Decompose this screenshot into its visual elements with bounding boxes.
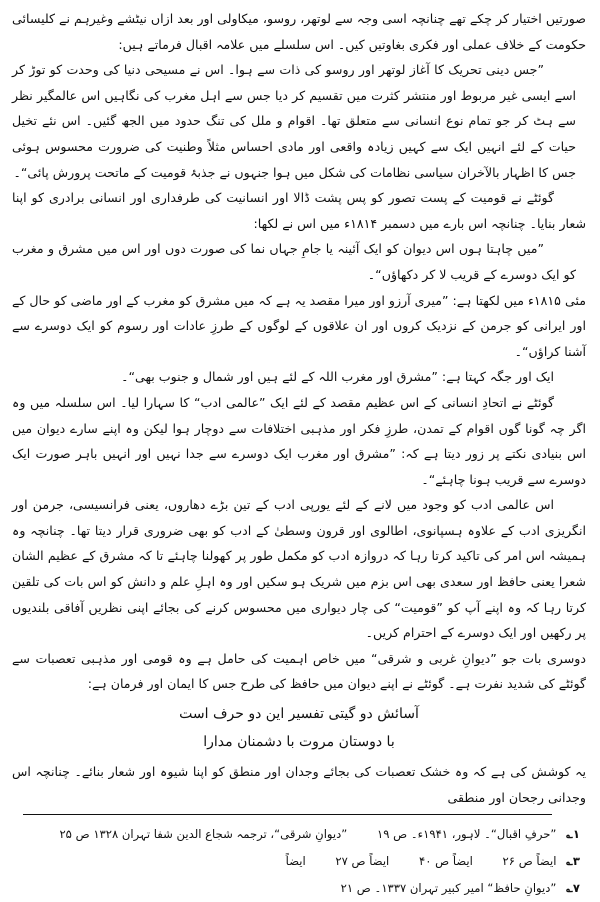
footnote-item: ایضاً ص ۲۶	[502, 854, 557, 869]
footnote-row-2	[12, 848, 586, 875]
paragraph-prejudice: دوسری بات جو ”دیوانِ غربی و شرقی“ میں خاص اہمیت کی حامل ہے وہ قومی اور مذہبی تعصبات سے گوئٹے کی شدید نفرت ہے۔ گوئٹے نے اپنے دیوان میں حافظ کی طرح جس کا ایمان اور فرمان ہے:	[12, 650, 586, 692]
footnote-item: ایضاً ص ۲۷	[335, 854, 390, 869]
footnote-item: ”دیوانِ شرقی“، ترجمہ شجاع الدین شفا تہران ۱۳۲۸ ص ۲۵	[59, 827, 348, 842]
footnote-item: ایضاً	[285, 854, 306, 869]
footnote-item: ”دیوانِ حافظ“ امیر کبیر تہران ۱۳۳۷۔ ص ۲۱	[340, 881, 557, 896]
footnote-mark: ۷؎	[566, 881, 580, 896]
footnote-divider	[23, 814, 551, 815]
persian-couplet	[12, 700, 586, 756]
footnote-row-3	[12, 875, 586, 902]
quote-iqbal: ”جس دینی تحریک کا آغاز لوتھر اور روسو کی ذات سے ہوا۔ اس نے مسیحی دنیا کی وحدت کو توڑ کر اسے ایسی غیر مربوط اور منتشر کثرت میں تقسیم کر دیا جس سے اہل مغرب کی نگاہیں اس عالمگیر نظر سے ہٹ کر جو تمام نوع انسانی سے متعلق تھا۔ اقوام و ملل کی تنگ حدود میں الجھ گئیں۔ اس نئے تخیل حیات کے لئے انہیں ایک سے کہیں زیادہ واقعی اور مادی احساس مثلاً وطنیت کی ضرورت محسوس ہوئی جس کا اظہار بالآخران سیاسی نظامات کی شکل میں ہوا جنہوں نے جذبۂ قومیت کے ماتحت پرورش پائی“۔	[12, 62, 576, 180]
footnote-mark: ۳؎	[566, 854, 580, 869]
paragraph-closing: یہ کوشش کی ہے کہ وہ خشک تعصبات کی بجائے وجدان اور منطق کو اپنا شیوہ اور شعار بنائے۔ چنانچہ اس وجدانی رجحان اور منطقی	[12, 764, 586, 805]
couplet-line-1: آسائش دو گیتی تفسیر این دو حرف است	[179, 706, 419, 723]
quote-goethe-mirror: ”میں چاہتا ہوں اس دیوان کو ایک آئینہ یا جامِ جہاں نما کی صورت دوں اور اس میں مشرق و مغرب کو ایک دوسرے کے قریب لا کر دکھاؤں“۔	[12, 241, 576, 282]
footnote-mark: ۱؎	[566, 827, 580, 842]
paragraph-intro: صورتیں اختیار کر چکے تھے چنانچہ اسی وجہ سے لوتھر، روسو، میکاولی اور بعد ازاں نیٹشے وغیرہم نے کلیسائی حکومت کے خلاف عملی اور فکری بغاوتیں کیں۔ اس سلسلے میں علامہ اقبال فرماتے ہیں:	[12, 11, 586, 52]
paragraph-goethe-nationalism: گوئٹے نے قومیت کے پست تصور کو پس پشت ڈالا اور انسانیت کی طرفداری اور انسانی برادری کو اپنا شعار بنایا۔ چنانچہ اس بارے میں دسمبر ۱۸۱۴ء میں اس نے لکھا:	[12, 190, 586, 231]
footnote-item: ”حرفِ اقبال“۔ لاہور، ۱۹۴۱ء۔ ص ۱۹	[377, 827, 557, 842]
paragraph-east-west: ایک اور جگہ کہتا ہے: ”مشرق اور مغرب اللہ کے لئے ہیں اور شمال و جنوب بھی“۔	[121, 369, 554, 385]
footnote-item: ایضاً ص ۴۰	[418, 854, 473, 869]
paragraph-literature-doors: اس عالمی ادب کو وجود میں لانے کے لئے یورپی ادب کے تین بڑے دھاروں، یعنی فرانسیسی، جرمن اور انگریزی ادب کے علاوہ ہسپانوی، اطالوی اور قرون وسطیٰ کے ادب کو بھی ضروری قرار دیتا تھا۔ چنانچہ وہ ہمیشہ اس امر کی تاکید کرتا رہا کہ دروازہ ادب کو مکمل طور پر کھولنا چاہئے تا کہ مشرق کے عظیم الشان شعرا یعنی حافظ اور سعدی بھی اس بزم میں شریک ہو سکیں اور وہ اہلِ علم و دانش کو اس بات کی تلقین کرتا رہا کہ وہ اپنے آپ کو ”قومیت“ کی چار دیواری میں محسوس کرنے کی بجائے اپنی نظریں آفاقی بلندیوں پر رکھیں اور ایک دوسرے کے احترام کریں۔	[12, 497, 586, 641]
couplet-line-2: با دوستان مروت با دشمنان مدارا	[203, 734, 395, 751]
paragraph-world-literature: گوئٹے نے اتحادِ انسانی کے اس عظیم مقصد کے لئے ایک ”عالمی ادب“ کا سہارا لیا۔ اس سلسلہ میں وہ اگر چہ گونا گوں اقوام کے تمدن، طرزِ فکر اور مذہبی اختلافات سے دوچار ہوا لیکن وہ اپنے سارے دیوان میں اس بنیادی نکتے پر زور دیتا ہے کہ: ”مشرق اور مغرب ایک دوسرے سے جدا نہیں اور انہیں باہر صورت ایک دوسرے سے قریب ہونا چاہئے“۔	[12, 394, 586, 487]
footnote-row-1	[12, 821, 586, 848]
paragraph-may-1815: مئی ۱۸۱۵ء میں لکھتا ہے: ”میری آرزو اور میرا مقصد یہ ہے کہ میں مشرق کو مغرب کے اور ماضی کو حال کے اور ایرانی کو جرمن کے نزدیک کروں اور ان علاقوں کے لوگوں کے طرزِ عادات اور رسوم کو ایک دوسرے سے آشنا کراؤں“۔	[12, 292, 587, 359]
